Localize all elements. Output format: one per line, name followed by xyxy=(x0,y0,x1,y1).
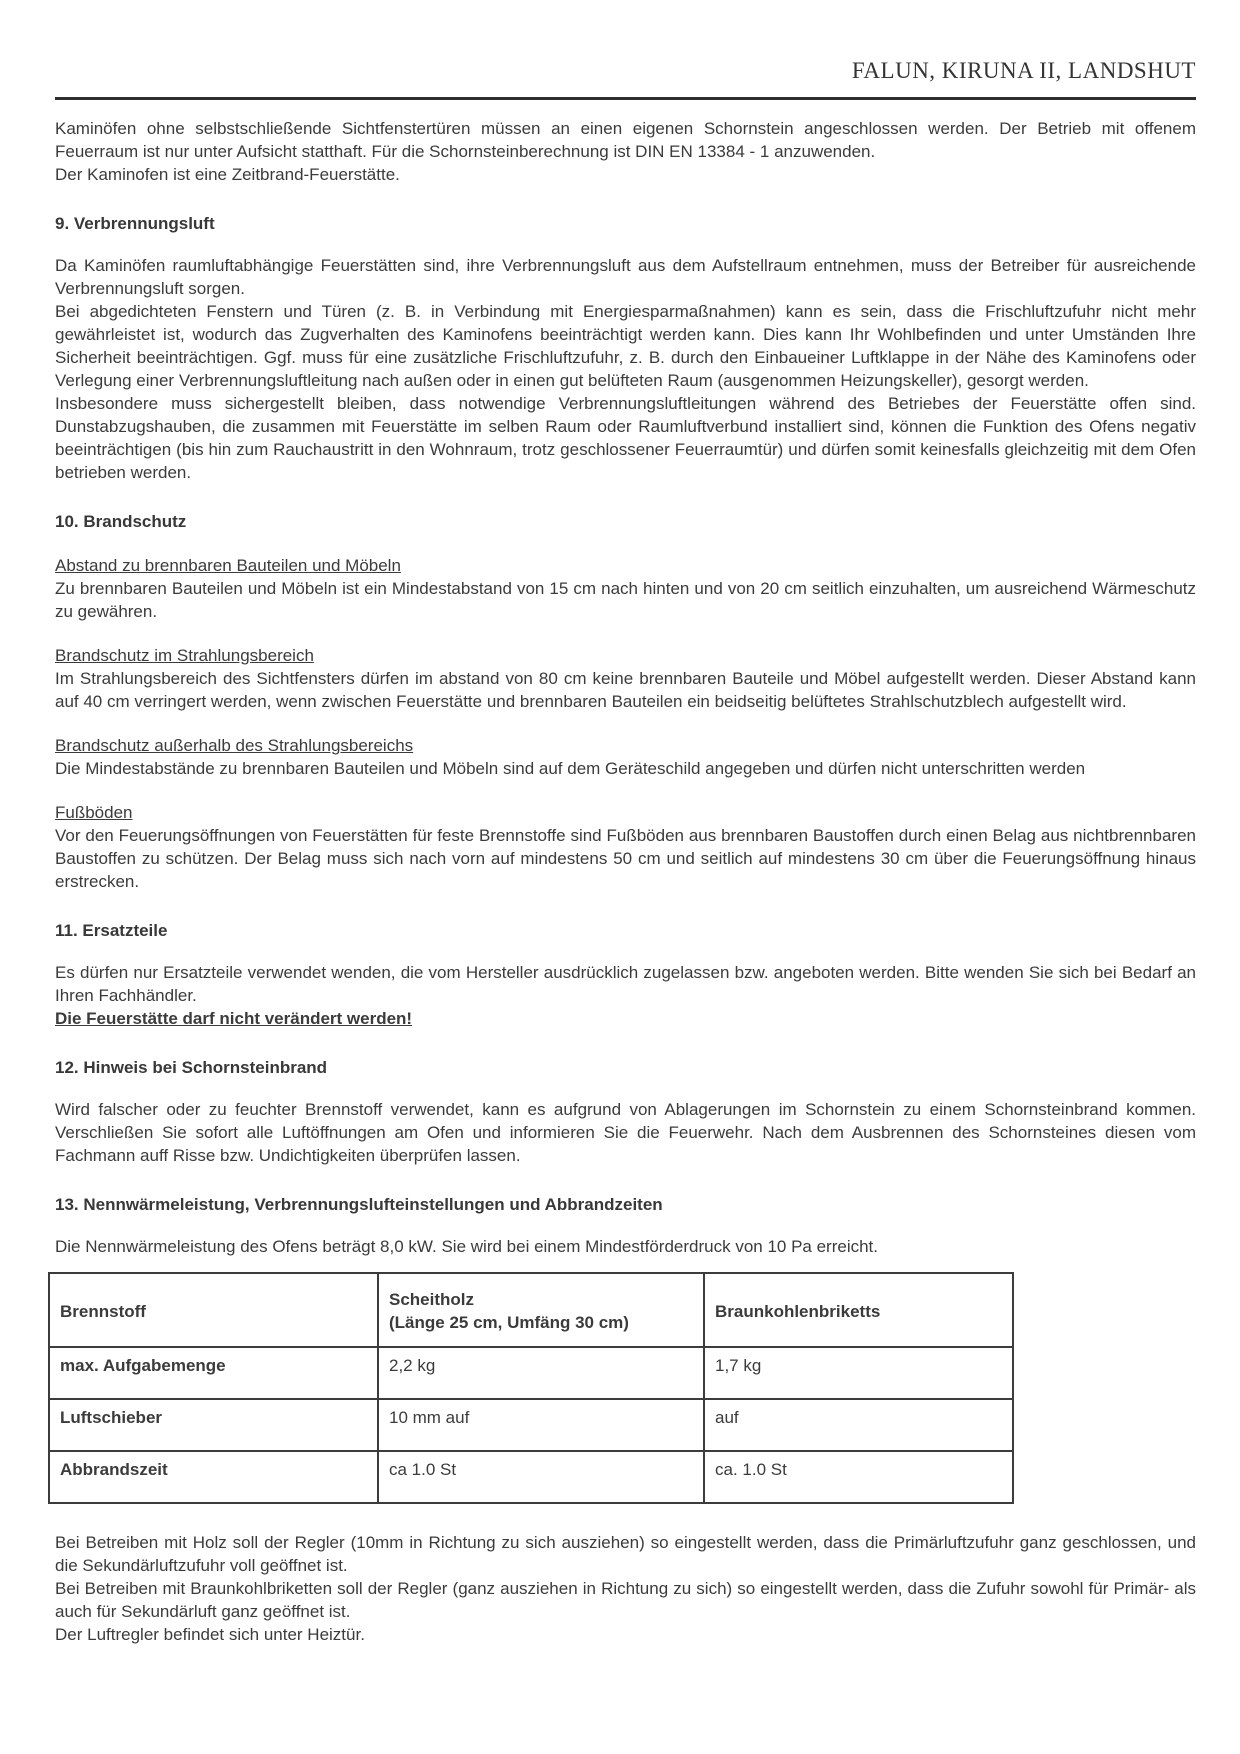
cell-abbrandszeit-scheitholz: ca 1.0 St xyxy=(378,1451,704,1503)
section-12-body: Wird falscher oder zu feuchter Brennstoff verwendet, kann es aufgrund von Ablagerungen im Schornstein zu einem Schornsteinbrand kommen. Verschließen Sie sofort alle Luftöffnungen am Ofen und informieren Sie die Feuerwehr. Nach dem Ausbrennen des Schornsteines diesen vom Fachmann auff Risse bzw. Undichtigkeiten überprüfen lassen. xyxy=(55,1100,1196,1165)
section-13-intro: Die Nennwärmeleistung des Ofens beträgt 8,0 kW. Sie wird bei einem Mindestförderdruck von 10 Pa erreicht. xyxy=(55,1237,879,1256)
row-label-abbrandszeit: Abbrandszeit xyxy=(49,1451,378,1503)
section-13-heading: 13. Nennwärmeleistung, Verbrennungslufteinstellungen und Abbrandzeiten xyxy=(55,1195,663,1214)
section-9-heading: 9. Verbrennungsluft xyxy=(55,214,215,233)
col-header-scheitholz xyxy=(378,1273,704,1347)
sub-title-strahlungsbereich: Brandschutz im Strahlungsbereich xyxy=(55,646,314,665)
section-11-body xyxy=(55,961,1196,1030)
sub-title-fussboeden: Fußböden xyxy=(55,803,133,822)
row-label-luftschieber: Luftschieber xyxy=(49,1399,378,1451)
col-header-scheitholz-line2: (Länge 25 cm, Umfäng 30 cm) xyxy=(389,1313,629,1332)
header-rule xyxy=(55,97,1196,100)
section-9-p1: Da Kaminöfen raumluftabhängige Feuerstätten sind, ihre Verbrennungsluft aus dem Aufstellraum entnehmen, muss der Betreiber für ausreichende Verbrennungsluft sorgen. xyxy=(55,256,1196,298)
table-row xyxy=(49,1399,1013,1451)
sub-title-abstand: Abstand zu brennbaren Bauteilen und Möbeln xyxy=(55,556,401,575)
section-10-sub-3 xyxy=(55,734,1196,780)
intro-paragraph xyxy=(55,117,1196,186)
section-13-closing xyxy=(55,1531,1196,1646)
col-header-scheitholz-line1: Scheitholz xyxy=(389,1290,475,1309)
section-13-p1: Bei Betreiben mit Holz soll der Regler (10mm in Richtung zu sich ausziehen) so eingestellt werden, dass die Primärluftzufuhr ganz geschlossen, und die Sekundärluftzufuhr voll geöffnet ist. xyxy=(55,1533,1196,1575)
combustion-settings-table xyxy=(48,1272,1014,1504)
section-12-heading: 12. Hinweis bei Schornsteinbrand xyxy=(55,1058,328,1077)
sub-title-ausserhalb: Brandschutz außerhalb des Strahlungsbereichs xyxy=(55,736,414,755)
section-9-body xyxy=(55,254,1196,484)
sub-text-abstand: Zu brennbaren Bauteilen und Möbeln ist ein Mindestabstand von 15 cm nach hinten und von 20 cm seitlich einzuhalten, um ausreichend Wärmeschutz zu gewähren. xyxy=(55,579,1196,621)
section-10-sub-2 xyxy=(55,644,1196,713)
section-10-heading: 10. Brandschutz xyxy=(55,512,187,531)
section-10-sub-1 xyxy=(55,554,1196,623)
cell-aufgabemenge-briketts: 1,7 kg xyxy=(704,1347,1013,1399)
section-13-p3: Der Luftregler befindet sich unter Heiztür. xyxy=(55,1625,365,1644)
section-10-sub-4 xyxy=(55,801,1196,893)
cell-luftschieber-scheitholz: 10 mm auf xyxy=(378,1399,704,1451)
intro-text-2: Der Kaminofen ist eine Zeitbrand-Feuerstätte. xyxy=(55,165,400,184)
sub-text-strahlungsbereich: Im Strahlungsbereich des Sichtfensters dürfen im abstand von 80 cm keine brennbaren Bauteile und Möbel aufgestellt werden. Dieser Abstand kann auf 40 cm verringert werden, wenn zwischen Feuerstätte und brennbaren Bauteilen ein beidseitig belüftetes Strahlschutzblech aufgestellt wird. xyxy=(55,669,1196,711)
col-header-brennstoff: Brennstoff xyxy=(49,1273,378,1347)
page-header-title: FALUN, KIRUNA II, LANDSHUT xyxy=(851,58,1196,83)
table-row xyxy=(49,1347,1013,1399)
sub-text-fussboeden: Vor den Feuerungsöffnungen von Feuerstätten für feste Brennstoffe sind Fußböden aus brennbaren Baustoffen durch einen Belag aus nichtbrennbaren Baustoffen zu schützen. Der Belag muss sich nach vorn auf mindestens 50 cm und seitlich auf mindestens 30 cm über die Feuerungsöffnung hinaus erstrecken. xyxy=(55,826,1196,891)
table-row xyxy=(49,1451,1013,1503)
section-11-warning: Die Feuerstätte darf nicht verändert werden! xyxy=(55,1009,413,1028)
section-11-p1: Es dürfen nur Ersatzteile verwendet wenden, die vom Hersteller ausdrücklich zugelassen bzw. angeboten werden. Bitte wenden Sie sich bei Bedarf an Ihren Fachhändler. xyxy=(55,963,1196,1005)
intro-text-1: Kaminöfen ohne selbstschließende Sichtfenstertüren müssen an einen eigenen Schornstein angeschlossen werden. Der Betrieb mit offenem Feuerraum ist nur unter Aufsicht statthaft. Für die Schornsteinberechnung ist DIN EN 13384 - 1 anzuwenden. xyxy=(55,119,1196,161)
section-9-p2: Bei abgedichteten Fenstern und Türen (z. B. in Verbindung mit Energiesparmaßnahmen) kann es sein, dass die Frischluftzufuhr nicht mehr gewährleistet ist, wodurch das Zugverhalten des Kaminofens beeinträchtigt werden kann. Dies kann Ihr Wohlbefinden und unter Umständen Ihre Sicherheit beeinträchtigen. Ggf. muss für eine zusätzliche Frischluftzufuhr, z. B. durch den Einbaueiner Luftklappe in der Nähe des Kaminofens oder Verlegung einer Verbrennungsluftleitung nach außen oder in einen gut belüfteten Raum (ausgenommen Heizungskeller), gesorgt werden. xyxy=(55,302,1196,390)
cell-aufgabemenge-scheitholz: 2,2 kg xyxy=(378,1347,704,1399)
section-9-p3: Insbesondere muss sichergestellt bleiben, dass notwendige Verbrennungsluftleitungen während des Betriebes der Feuerstätte offen sind. Dunstabzugshauben, die zusammen mit Feuerstätte im selben Raum oder Raumluftverbund installiert sind, können die Funktion des Ofens negativ beeinträchtigen (bis hin zum Rauchaustritt in den Wohnraum, trotz geschlossener Feuerraumtür) und dürfen somit keinesfalls gleichzeitig mit dem Ofen betrieben werden. xyxy=(55,394,1196,482)
section-11-heading: 11. Ersatzteile xyxy=(55,921,168,940)
row-label-aufgabemenge: max. Aufgabemenge xyxy=(49,1347,378,1399)
table-header-row xyxy=(49,1273,1013,1347)
cell-luftschieber-briketts: auf xyxy=(704,1399,1013,1451)
col-header-braunkohlenbriketts: Braunkohlenbriketts xyxy=(704,1273,1013,1347)
cell-abbrandszeit-briketts: ca. 1.0 St xyxy=(704,1451,1013,1503)
sub-text-ausserhalb: Die Mindestabstände zu brennbaren Bauteilen und Möbeln sind auf dem Geräteschild angegeben und dürfen nicht unterschritten werden xyxy=(55,759,1086,778)
section-13-p2: Bei Betreiben mit Braunkohlbriketten soll der Regler (ganz ausziehen in Richtung zu sich) so eingestellt werden, dass die Zufuhr sowohl für Primär- als auch für Sekundärluft ganz geöffnet ist. xyxy=(55,1579,1196,1621)
